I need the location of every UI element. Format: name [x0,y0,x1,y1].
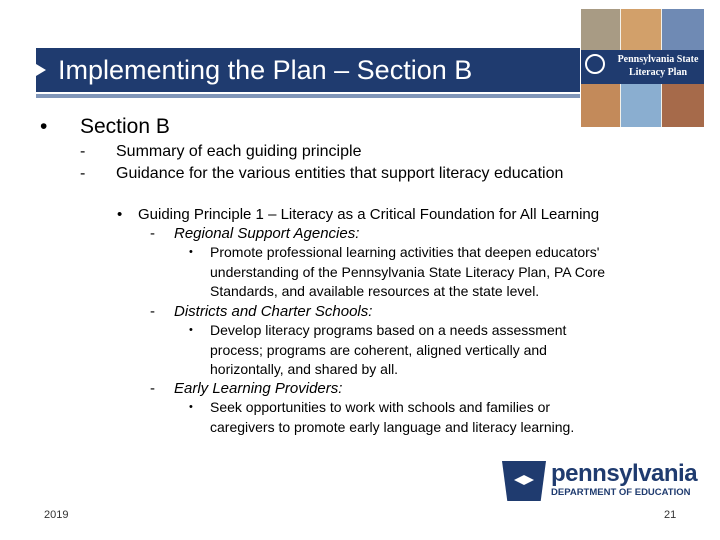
dash-marker: - [80,143,86,160]
bullet-icon: • [40,115,48,138]
slide-title: Implementing the Plan – Section B [58,55,473,85]
collage-photo [621,84,661,127]
collage-photo [621,9,661,50]
detail-line: Promote professional learning activities that deepen educators' [210,244,600,260]
entity-name: Regional Support Agencies: [174,225,360,242]
collage-photo [581,9,620,50]
detail-line: process; programs are coherent, aligned vertically and [210,341,547,358]
detail-line: understanding of the Pennsylvania State Literacy Plan, PA Core [210,263,606,280]
bullet-icon: • [117,206,123,223]
collage-banner-line: Literacy Plan [628,67,688,78]
guiding-principle-text: Guiding Principle 1 – Literacy as a Critical Foundation for All Learning [138,206,600,223]
bullet-icon: • [189,401,193,413]
title-bar [36,48,580,92]
logo-brand: pennsylvania [551,460,698,487]
pde-logo [502,460,698,503]
dash-marker: - [150,380,155,397]
bullet-icon: • [189,246,193,258]
detail-line: horizontally, and shared by all. [210,361,399,377]
dash-marker: - [150,303,155,320]
keystone-graduation-cap-icon [502,461,546,501]
section-heading-text: Section B [80,115,170,138]
page-number: 21 [664,509,677,521]
title-underline [36,94,580,98]
dash-marker: - [80,165,86,182]
detail-line: Standards, and available resources at the state level. [210,283,540,299]
detail-line: Develop literacy programs based on a needs assessment [210,322,567,338]
collage-photo [662,84,704,127]
summary-item-text: Summary of each guiding principle [116,143,362,160]
literacy-plan-collage [581,9,704,127]
summary-item-text: Guidance for the various entities that support literacy education [116,165,564,182]
collage-photo [662,9,704,50]
logo-department: DEPARTMENT OF EDUCATION [551,487,691,498]
detail-line: caregivers to promote early language and literacy learning. [210,418,575,435]
collage-banner-line: Pennsylvania State [617,54,699,65]
entity-name: Early Learning Providers: [174,380,343,397]
dash-marker: - [150,225,155,242]
entity-name: Districts and Charter Schools: [174,303,373,320]
collage-photo [581,84,620,127]
footer-year: 2019 [44,509,69,521]
collage-banner [581,50,704,84]
pa-seal-icon [585,54,605,74]
graduation-cap-icon [514,475,534,485]
collage-banner-text [612,53,704,79]
title-arrow-icon [36,64,46,76]
detail-line: Seek opportunities to work with schools and families or [210,399,551,415]
bullet-icon: • [189,324,193,336]
